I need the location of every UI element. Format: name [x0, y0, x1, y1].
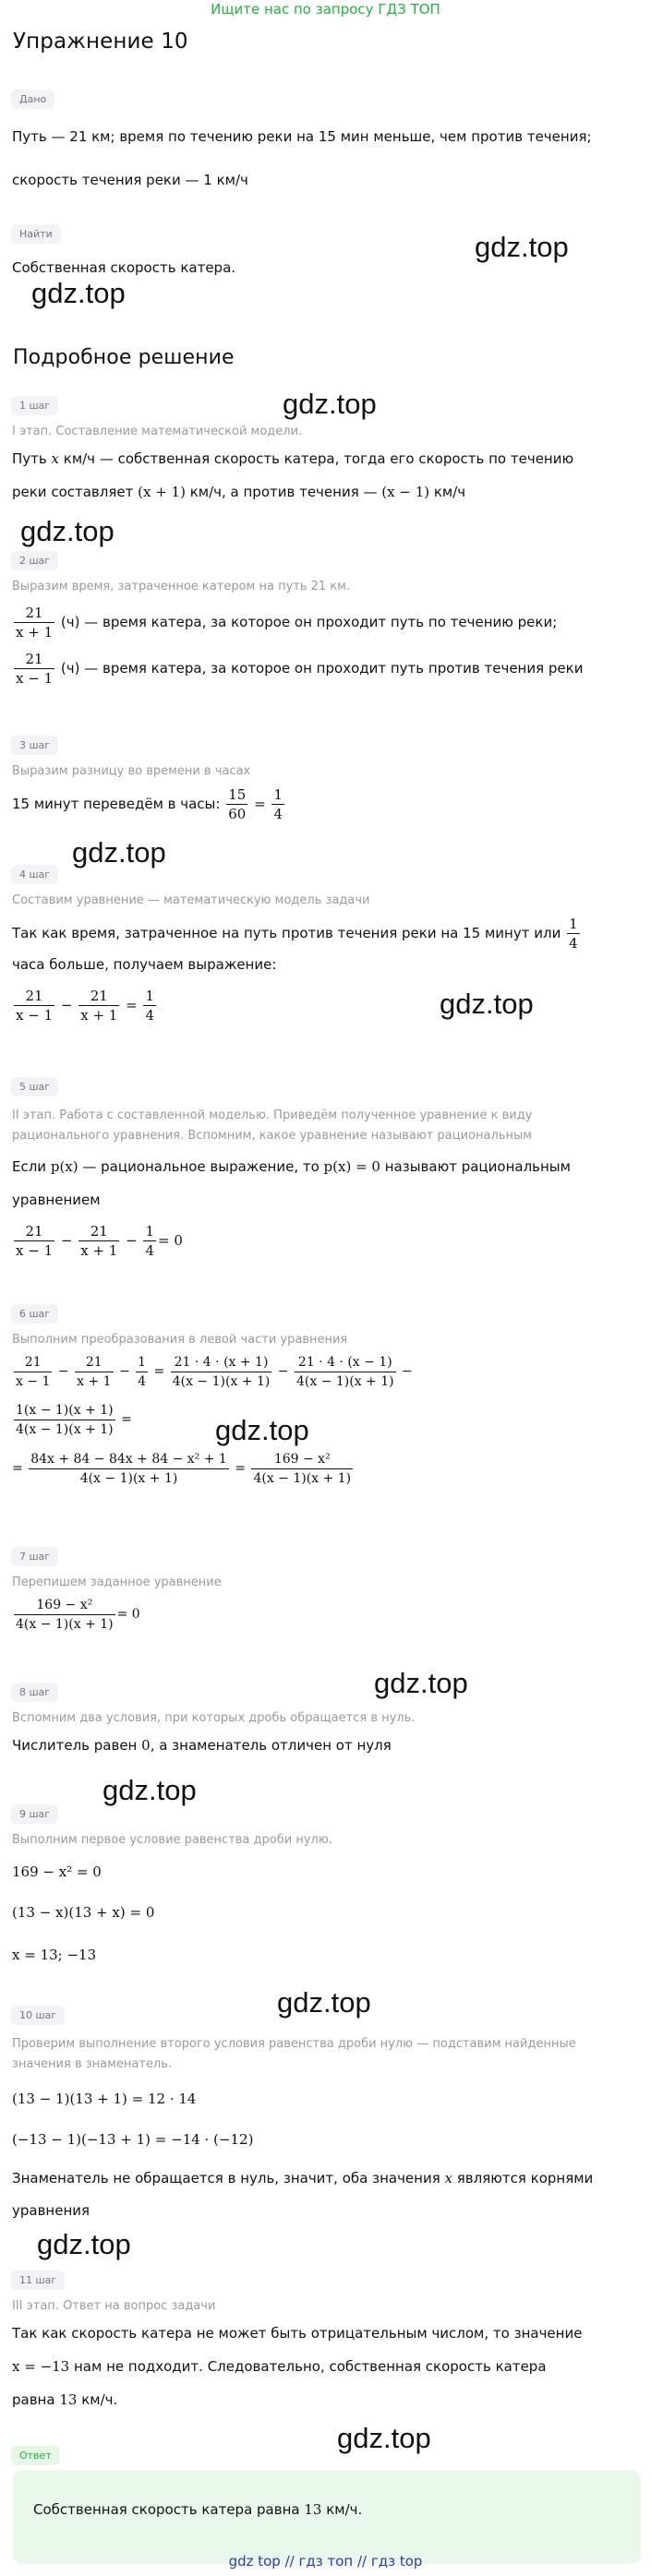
watermark: gdz.top [31, 277, 126, 309]
step-text: Числитель равен 0, а знаменатель отличен от нуля [12, 1737, 392, 1754]
watermark: gdz.top [440, 988, 534, 1020]
step-text: Знаменатель не обращается в нуль, значит, оба значения x являются корнями [12, 2170, 594, 2187]
step-badge: 6 шаг [11, 1304, 58, 1324]
step-note: значения в знаменатель. [12, 2057, 173, 2071]
step-badge: 11 шаг [11, 2270, 65, 2290]
watermark: gdz.top [215, 1414, 309, 1446]
exercise-title: Упражнение 10 [13, 30, 188, 54]
step-text: x = −13 нам не подходит. Следовательно, собственная скорость катера [12, 2358, 547, 2375]
step-text: равна 13 км/ч. [12, 2391, 118, 2408]
answer-badge: Ответ [11, 2446, 60, 2465]
step-text: уравнением [12, 1192, 101, 1208]
equation: (13 − x)(13 + x) = 0 [12, 1904, 155, 1921]
step-8 [0, 1682, 651, 1762]
step-text: часа больше, получаем выражение: [12, 956, 277, 973]
watermark: gdz.top [20, 515, 115, 547]
find-text: Собственная скорость катера. [12, 259, 236, 276]
footer-links[interactable]: gdz top // гдз топ // гдз top [228, 2553, 423, 2570]
step-4 [0, 864, 651, 1027]
step-text: уравнения [12, 2202, 90, 2219]
equation: 169 − x² = 0 [12, 1863, 102, 1880]
watermark: gdz.top [283, 388, 377, 420]
step-text: $\frac{21}{x - 1}$ (ч) — время катера, за которое он проходит путь против течения реки [16, 651, 584, 687]
step-note: Выразим время, затраченное катером на путь 21 км. [12, 580, 351, 593]
step-note: Составим уравнение — математическую модель задачи [12, 893, 370, 907]
step-badge: 8 шаг [11, 1683, 58, 1702]
given-badge: Дано [11, 90, 54, 109]
equation: x = 13; −13 [12, 1947, 97, 1963]
step-badge: 4 шаг [11, 865, 58, 884]
step-11 [0, 2270, 651, 2416]
solution-heading: Подробное решение [13, 346, 235, 369]
answer-label-wrap [0, 2445, 651, 2465]
step-9 [0, 1803, 651, 1976]
step-3 [0, 735, 651, 826]
step-badge: 3 шаг [11, 736, 58, 755]
step-note: Проверим выполнение второго условия равенства дроби нулю — подставим найденные [12, 2037, 576, 2051]
given-section [0, 89, 651, 109]
solution-heading-wrap [0, 346, 651, 369]
watermark: gdz.top [102, 1774, 197, 1806]
answer-text: Собственная скорость катера равна 13 км/ч. [33, 2501, 363, 2518]
step-5 [0, 1076, 651, 1264]
step-2 [0, 550, 651, 691]
watermark: gdz.top [277, 1986, 371, 2019]
equation: = $\frac{\text{84x + 84 − 84x + 84 − x² + 1}}{4(x - 1)(x + 1)}$ = $\frac{\text{169 − x²}}{4(x - 1)(x + 1)}$ [12, 1451, 352, 1486]
step-text: Путь x км/ч — собственная скорость катера, тогда его скорость по течению [12, 450, 574, 467]
equation: (13 − 1)(13 + 1) = 12 · 14 [12, 2091, 197, 2107]
step-6 [0, 1303, 651, 1494]
watermark: gdz.top [72, 836, 166, 869]
equation: $\frac{\text{169 − x²}}{4(x - 1)(x + 1)}$ = 0 [16, 1597, 140, 1632]
top-search-link[interactable]: Ищите нас по запросу ГДЗ ТОП [211, 1, 440, 18]
equation: (−13 − 1)(−13 + 1) = −14 · (−12) [12, 2131, 254, 2148]
watermark: gdz.top [475, 231, 569, 263]
step-badge: 10 шаг [11, 2006, 65, 2025]
step-text: Если p(x) — рациональное выражение, то p(x) = 0 называют рациональным [12, 1158, 571, 1175]
answer-box [13, 2470, 641, 2564]
step-text: 15 минут переведём в часы: $\frac{15}{60}$ = $\frac{1}{4}$ [12, 786, 283, 822]
step-note: II этап. Работа с составленной моделью. Приведём полученное уравнение к виду [12, 1108, 533, 1122]
step-7 [0, 1546, 651, 1639]
step-badge: 2 шаг [11, 551, 58, 570]
step-note: I этап. Составление математической модели. [12, 425, 303, 438]
step-note: рационального уравнения. Вспомним, какое уравнение называют рациональным [12, 1129, 533, 1143]
equation: $\frac{21}{x - 1}$ − $\frac{21}{x + 1}$ = $\frac{1}{4}$ [16, 988, 154, 1024]
step-note: Выполним преобразования в левой части уравнения [12, 1333, 348, 1347]
step-text: реки составляет (x + 1) км/ч, а против течения — (x − 1) км/ч [12, 484, 466, 500]
step-text: $\frac{21}{x + 1}$ (ч) — время катера, за которое он проходит путь по течению реки; [16, 605, 558, 641]
equation: $\frac{21}{x - 1}$ − $\frac{21}{x + 1}$ − $\frac{1}{4}$ = 0 [16, 1223, 183, 1259]
step-text: Так как время, затраченное на путь против течения реки на 15 минут или $\frac{1}{4}$ [12, 916, 578, 952]
step-note: Выразим разницу во времени в часах [12, 764, 251, 778]
step-10 [0, 2005, 651, 2224]
watermark: gdz.top [37, 2228, 131, 2260]
step-text: Так как скорость катера не может быть отрицательным числом, то значение [12, 2325, 583, 2342]
given-line-1: Путь — 21 км; время по течению реки на 15 мин меньше, чем против течения; [12, 128, 592, 145]
find-badge: Найти [11, 224, 61, 244]
step-note: III этап. Ответ на вопрос задачи [12, 2299, 216, 2313]
step-badge: 7 шаг [11, 1547, 58, 1566]
equation: $\frac{21}{x - 1}$ − $\frac{21}{x + 1}$ − $\frac{1}{4}$ = $\frac{21 \cdot 4 \cdot (x + 1)}{4(x - 1)(x + 1)}$ − $\frac{21 \cdot 4 \cdot (x - 1)}{4(x - 1)(x + 1)}$ − [16, 1354, 413, 1389]
equation: $\frac{1(x - 1)(x + 1)}{4(x - 1)(x + 1)}$ = [16, 1402, 132, 1437]
step-note: Выполним первое условие равенства дроби нулю. [12, 1833, 332, 1847]
given-line-2: скорость течения реки — 1 км/ч [12, 172, 248, 188]
step-note: Вспомним два условия, при которых дробь обращается в нуль. [12, 1711, 416, 1725]
step-note: Перепишем заданное уравнение [12, 1576, 222, 1589]
watermark: gdz.top [337, 2422, 431, 2454]
step-badge: 9 шаг [11, 1804, 58, 1824]
watermark: gdz.top [374, 1667, 468, 1699]
step-badge: 1 шаг [11, 396, 58, 415]
step-badge: 5 шаг [11, 1077, 58, 1096]
